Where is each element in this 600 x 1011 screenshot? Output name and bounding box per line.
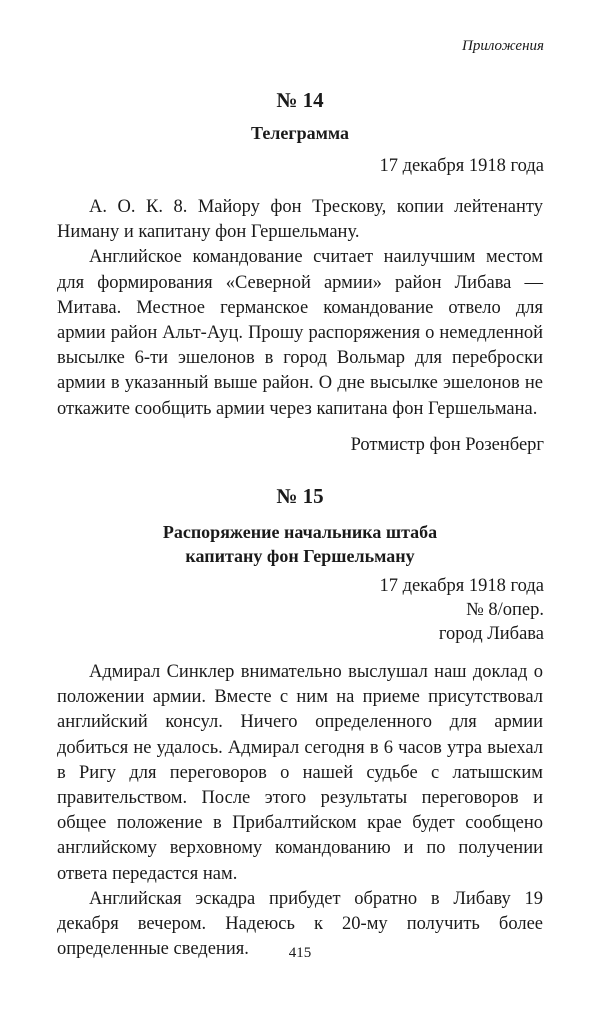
page-number: 415 [288,945,312,961]
doc15-date: 17 декабря 1918 года [379,576,544,596]
doc15-number: № 15 [276,484,324,508]
doc15-title-line-1: Распоряжение начальника штаба [162,522,438,542]
doc14-paragraph-1: А. О. К. 8. Майору фон Трескову, копии лейтенанту Ниману и капитану фон Гершельману. [57,197,543,243]
doc15-paragraph-2: Английская эскадра прибудет обратно в Либаву 19 декабря вечером. Надеюсь к 20-му получить более определенные сведения. [57,888,543,960]
doc15-place: город Либава [438,624,544,644]
doc14-body [57,195,543,422]
doc14-number: № 14 [276,88,324,112]
doc14-signature: Ротмистр фон Розенберг [350,435,544,455]
doc14-paragraph-2: Английское командование считает наилучшим местом для формирования «Северной армии» район Либава — Митава. Местное германское командование отвело для армии район Альт-Ауц. Прошу распоряжения о немедленной высылке 6-ти эшелонов в город Вольмар для переброски армии в указанный выше район. О дне высылке эшелонов не откажите сообщить армии через капитана фон Гершельмана. [57,247,543,419]
doc15-body [57,660,543,962]
doc15-paragraph-1: Адмирал Синклер внимательно выслушал наш доклад о положении армии. Вместе с ним на приеме присутствовал английский консул. Ничего определенного для армии добиться не удалось. Адмирал сегодня в 6 часов утра выехал в Ригу для переговоров о нашей судьбе с латышским правительством. После этого результаты переговоров и общее положение в Прибалтийском крае будет сообщено английскому верховному командованию и по получении ответа передастся нам. [57,662,543,884]
doc14-title: Телеграмма [251,123,349,143]
doc15-reference: № 8/опер. [466,600,544,620]
running-head: Приложения [461,38,544,54]
doc14-date: 17 декабря 1918 года [379,156,544,176]
doc15-title-line-2: капитану фон Гершельману [185,546,415,566]
